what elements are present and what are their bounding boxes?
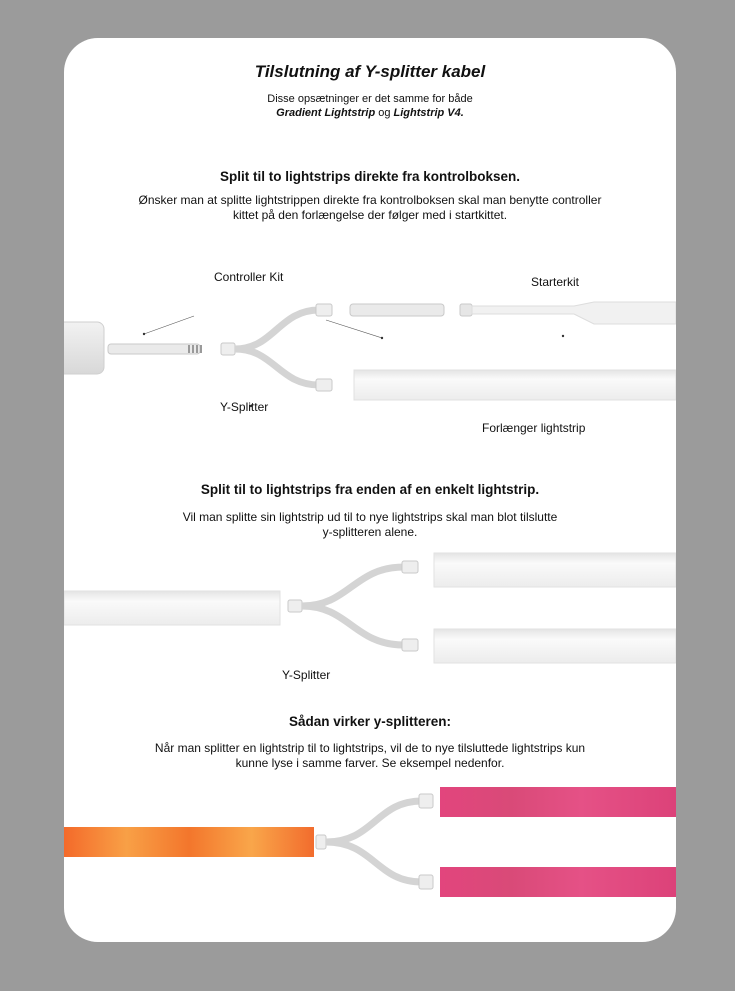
y-splitter-branch-top	[235, 310, 319, 349]
label-starterkit: Starterkit	[531, 275, 580, 289]
extension-cable	[350, 304, 444, 316]
label-y-splitter-1: Y-Splitter	[220, 400, 269, 414]
section3-text-line2: kunne lyse i samme farver. Se eksempel nedenfor.	[235, 756, 505, 770]
y-splitter-end-bottom	[316, 379, 332, 391]
section3-diagram	[64, 783, 676, 908]
section1-text-line2: kittet på den forlængelse der følger med i startkittet.	[232, 208, 508, 222]
subtitle-line: Disse opsætninger er det samme for både	[267, 93, 473, 105]
section1-text-line1: Ønsker man at splitte lightstrippen direkte fra kontrolboksen skal man benytte controller	[138, 193, 602, 207]
subtitle-og: og	[375, 107, 394, 119]
section1-heading: Split til to lightstrips direkte fra kontrolboksen.	[219, 169, 521, 184]
output-lightstrip-top	[434, 553, 676, 587]
output-lightstrip-bottom	[434, 629, 676, 663]
controller-cable	[108, 344, 200, 354]
source-lightstrip	[64, 591, 280, 625]
leader-controller-kit-b	[326, 320, 382, 338]
y-splitter-plug	[316, 835, 326, 849]
y-splitter-end-bottom	[402, 639, 418, 651]
pink-lightstrip-top	[440, 787, 676, 817]
y-splitter-plug	[221, 343, 235, 355]
subtitle-products	[64, 106, 676, 120]
y-splitter-end-top	[419, 794, 433, 808]
label-controller-kit: Controller Kit	[214, 270, 284, 284]
section2-text-line2: y-splitteren alene.	[322, 525, 418, 539]
product-v4: Lightstrip V4.	[393, 107, 464, 119]
page-subtitle	[64, 92, 676, 120]
section3-text-line1: Når man splitter en lightstrip til to lightstrips, vil de to nye tilsluttede lightstrips kun	[154, 741, 586, 755]
y-splitter-branch-bottom	[326, 842, 422, 882]
section1-diagram	[64, 258, 676, 438]
section1-text	[64, 193, 676, 223]
y-splitter-plug	[288, 600, 302, 612]
section3-heading: Sådan virker y-splitteren:	[288, 714, 452, 729]
starterkit-strip	[472, 302, 676, 324]
control-box	[64, 322, 104, 374]
section2-text-line1: Vil man splitte sin lightstrip ud til to nye lightstrips skal man blot tilslutte	[182, 510, 558, 524]
section3-text	[64, 741, 676, 771]
y-splitter-branch-top	[326, 801, 422, 842]
starterkit-plug	[460, 304, 472, 316]
product-gradient: Gradient Lightstrip	[276, 107, 376, 119]
section2-text	[64, 510, 676, 540]
leader-controller-kit-a	[144, 316, 194, 334]
y-splitter-end-top	[316, 304, 332, 316]
section2-diagram	[64, 543, 676, 673]
label-y-splitter-2: Y-Splitter	[282, 668, 331, 682]
label-extension-strip: Forlænger lightstrip	[482, 421, 586, 435]
page-title: Tilslutning af Y-splitter kabel	[254, 62, 486, 81]
pink-lightstrip-bottom	[440, 867, 676, 897]
y-splitter-end-top	[402, 561, 418, 573]
orange-lightstrip	[64, 827, 314, 857]
info-card	[64, 38, 676, 942]
extension-lightstrip	[354, 370, 676, 400]
y-splitter-branch-top	[302, 567, 404, 606]
section2-heading: Split til to lightstrips fra enden af en enkelt lightstrip.	[200, 482, 540, 497]
y-splitter-branch-bottom	[302, 606, 404, 645]
y-splitter-branch-bottom	[235, 349, 319, 385]
y-splitter-end-bottom	[419, 875, 433, 889]
